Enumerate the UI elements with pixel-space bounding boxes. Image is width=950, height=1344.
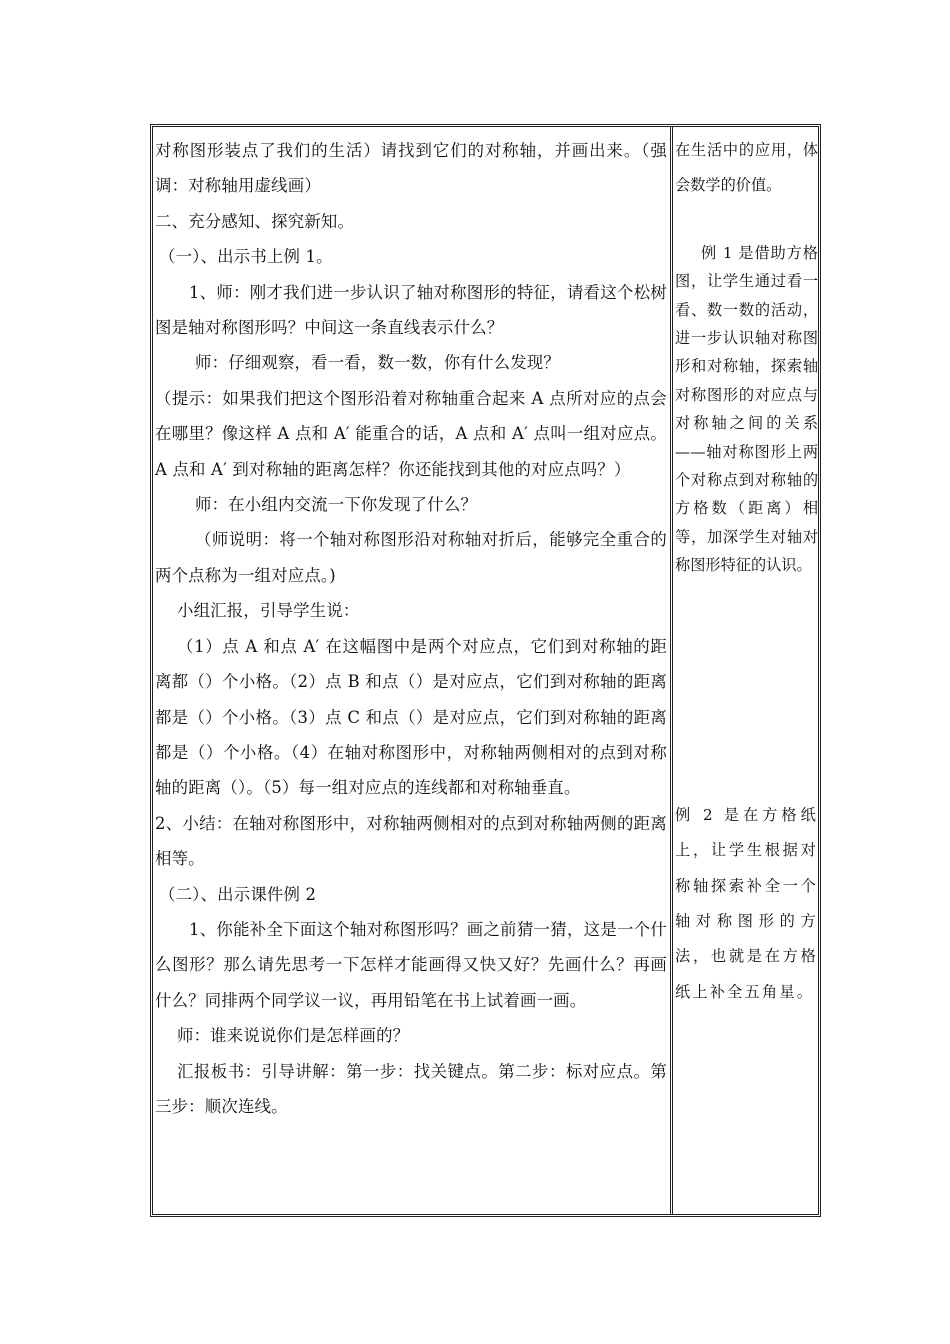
paragraph-group-report: 小组汇报，引导学生说： xyxy=(177,601,360,621)
paragraph-hint: （提示：如果我们把这个图形沿着对称轴重合起来 A 点所对应的点会在哪里？像这样 A 点和 A′ 能重合的话，A 点和 A′ 点叫一组对应点。A 点和 A′ 到对称轴的距离怎样？你还能找到其他的对应点吗？） xyxy=(155,388,667,479)
paragraph-complete-figure: 1、你能补全下面这个轴对称图形吗？画之前猜一猜，这是一个什么图形？那么请先思考一下怎样才能画得又快又好？先画什么？再画什么？同排两个同学议一议，再用铅笔在书上试着画一画。 xyxy=(155,919,667,1010)
side-note-example-two: 例 2 是在方格纸上，让学生根据对称轴探索补全一个轴对称图形的方法，也就是在方格纸上补全五角星。 xyxy=(675,805,818,1001)
side-note-example-one: 例 1 是借助方格图，让学生通过看一看、数一数的活动，进一步认识轴对称图形和对称轴，探索轴对称图形的对应点与对称轴之间的关系——轴对称图形上两个对称点到对称轴的方格数（距离）相等，加深学生对轴对称图形特征的认识。 xyxy=(675,243,818,575)
paragraph-report-items: （1）点 A 和点 A′ 在这幅图中是两个对应点，它们到对称轴的距离都（）个小格。（2）点 B 和点（）是对应点，它们到对称轴的距离都是（）个小格。（3）点 C 和点（）是对应点，它们到对称轴的距离都是（）个小格。（4）在轴对称图形中，对称轴两侧相对的点到对称轴的距离（）。（5）每一组对应点的连线都和对称轴垂直。 xyxy=(155,636,667,798)
side-note-application: 在生活中的应用，体会数学的价值。 xyxy=(675,141,818,195)
paragraph-observe: 师：仔细观察，看一看，数一数，你有什么发现？ xyxy=(195,353,560,373)
heading-example-two: （二）、出示课件例 2 xyxy=(159,884,317,904)
design-intent-column xyxy=(675,133,818,1010)
lesson-plan-table xyxy=(150,124,821,1217)
paragraph-summary: 2、小结：在轴对称图形中，对称轴两侧相对的点到对称轴两侧的距离相等。 xyxy=(155,813,667,869)
paragraph-intro: 对称图形装点了我们的生活）请找到它们的对称轴，并画出来。（强调：对称轴用虚线画） xyxy=(155,141,667,196)
paragraph-teacher-ask: 师：谁来说说你们是怎样画的？ xyxy=(177,1026,410,1046)
heading-section-two: 二、充分感知、探究新知。 xyxy=(155,211,355,231)
paragraph-teacher-explain: （师说明：将一个轴对称图形沿对称轴对折后，能够完全重合的两个点称为一组对应点。) xyxy=(155,530,667,585)
paragraph-teacher-question: 1、师：刚才我们进一步认识了轴对称图形的特征，请看这个松树图是轴对称图形吗？中间这一条直线表示什么？ xyxy=(155,282,667,338)
heading-example-one: （一）、出示书上例 1。 xyxy=(159,247,333,267)
paragraph-board-steps: 汇报板书：引导讲解：第一步：找关键点。第二步：标对应点。第三步：顺次连线。 xyxy=(155,1061,667,1116)
teaching-process-column xyxy=(155,133,667,1124)
paragraph-group-discuss: 师：在小组内交流一下你发现了什么？ xyxy=(195,495,478,515)
column-divider xyxy=(670,127,673,1214)
